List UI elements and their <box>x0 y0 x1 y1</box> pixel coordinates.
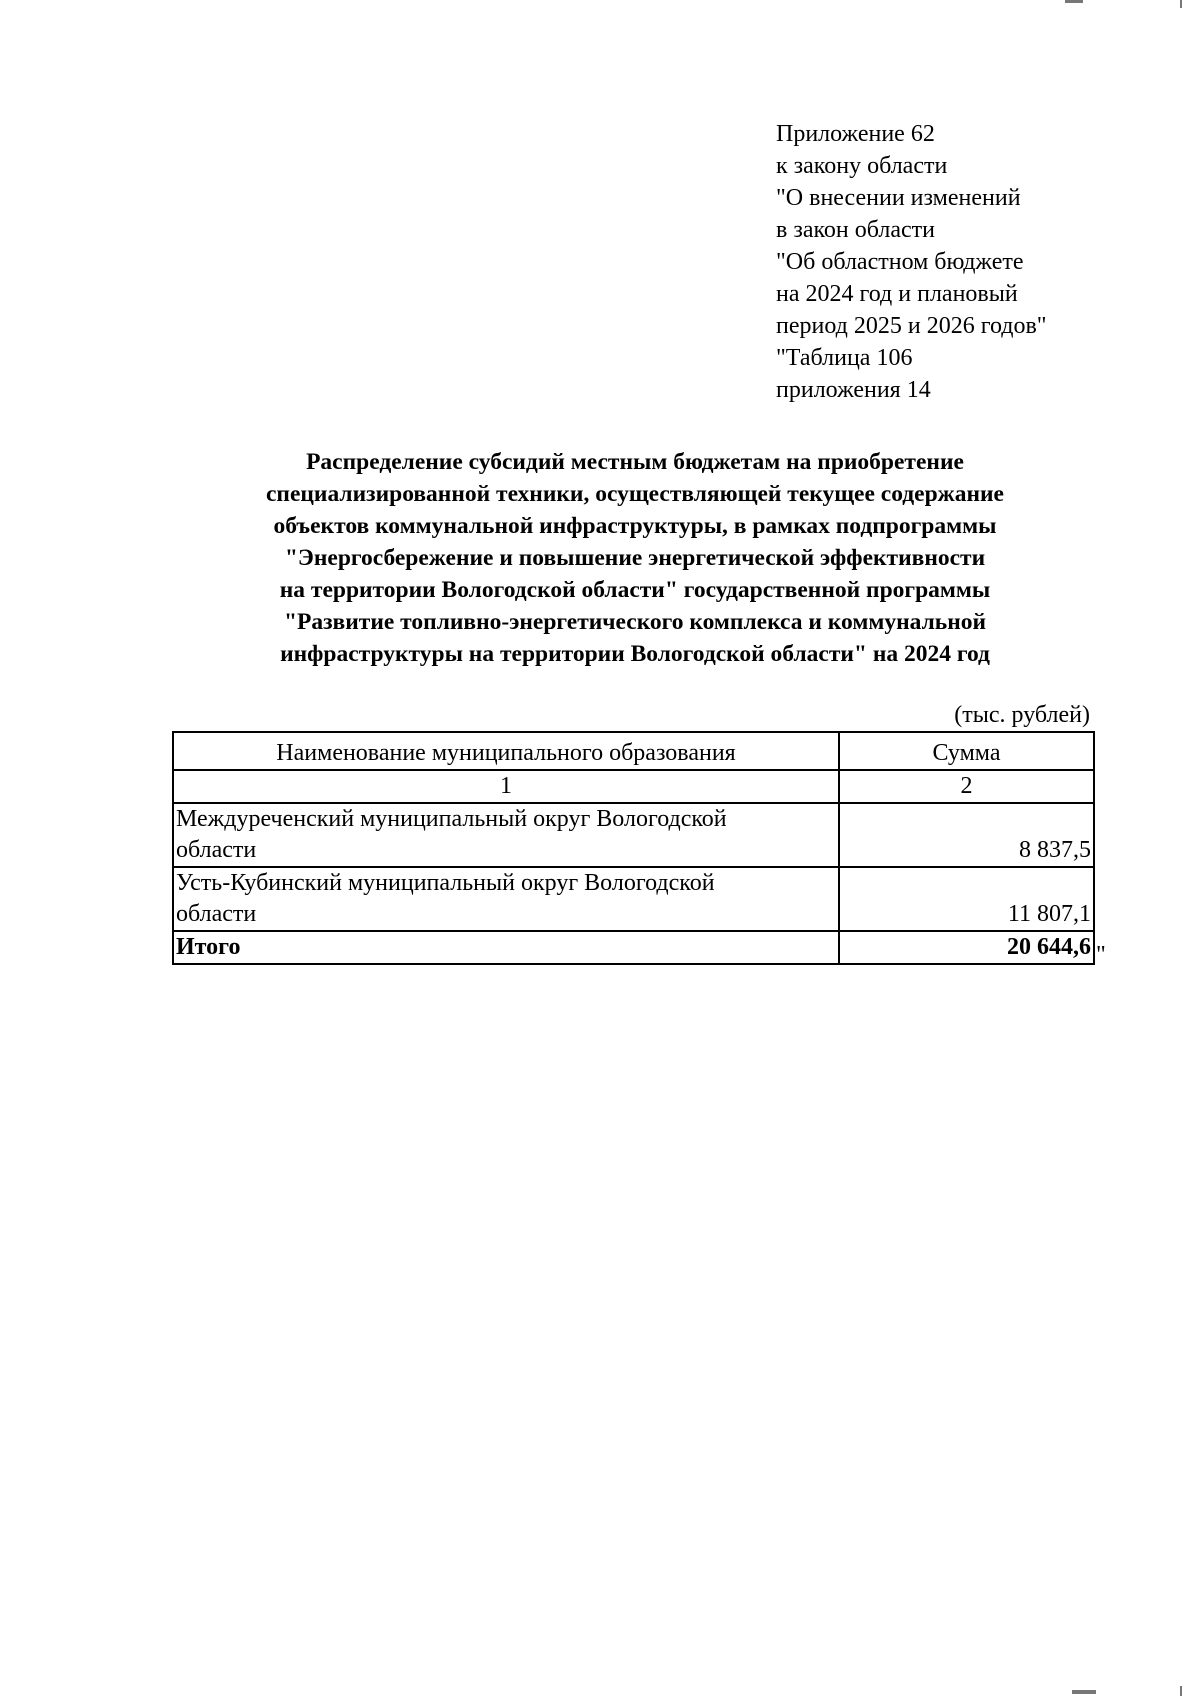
scan-artifact <box>1180 0 1182 8</box>
appendix-line: "О внесении изменений <box>776 185 1021 211</box>
title-line: объектов коммунальной инфраструктуры, в рамках подпрограммы <box>273 513 997 539</box>
column-number-row <box>173 770 1094 803</box>
table-row <box>173 803 1094 867</box>
appendix-line: Приложение 62 <box>776 121 935 147</box>
distribution-table <box>172 731 1095 965</box>
total-row <box>173 931 1094 964</box>
appendix-line: период 2025 и 2026 годов" <box>776 313 1047 339</box>
document-title <box>170 446 1100 670</box>
header-name: Наименование муниципального образования <box>173 732 839 770</box>
appendix-reference <box>776 118 1047 406</box>
units-label: (тыс. рублей) <box>954 702 1090 728</box>
column-number: 2 <box>839 770 1094 803</box>
total-label: Итого <box>173 931 839 964</box>
appendix-line: к закону области <box>776 153 948 179</box>
subsidy-sum: 11 807,1 <box>839 867 1094 931</box>
municipality-name-line: Междуреченский муниципальный округ Вологодской <box>176 806 727 832</box>
table-header-row <box>173 732 1094 770</box>
title-line: на территории Вологодской области" государственной программы <box>279 577 991 603</box>
closing-quote: " <box>1096 942 1106 968</box>
title-line: Распределение субсидий местным бюджетам на приобретение <box>306 449 964 475</box>
title-line: специализированной техники, осуществляющей текущее содержание <box>265 481 1004 507</box>
municipality-name-line: области <box>176 901 257 927</box>
scan-artifact <box>1065 0 1083 3</box>
header-sum: Сумма <box>839 732 1094 770</box>
table-row <box>173 867 1094 931</box>
municipality-name <box>173 867 839 931</box>
column-number: 1 <box>173 770 839 803</box>
subsidy-sum: 8 837,5 <box>839 803 1094 867</box>
appendix-line: "Таблица 106 <box>776 345 913 371</box>
appendix-line: приложения 14 <box>776 377 931 403</box>
municipality-name <box>173 803 839 867</box>
title-line: "Развитие топливно-энергетического комплекса и коммунальной <box>283 609 987 635</box>
appendix-line: "Об областном бюджете <box>776 249 1024 275</box>
municipality-name-line: области <box>176 837 257 863</box>
title-line: "Энергосбережение и повышение энергетической эффективности <box>284 545 986 571</box>
scan-artifact <box>1072 1690 1096 1694</box>
appendix-line: в закон области <box>776 217 935 243</box>
appendix-line: на 2024 год и плановый <box>776 281 1018 307</box>
municipality-name-line: Усть-Кубинский муниципальный округ Вологодской <box>176 870 715 896</box>
scan-artifact <box>1180 1686 1182 1696</box>
title-line: инфраструктуры на территории Вологодской области" на 2024 год <box>280 641 990 667</box>
total-sum: 20 644,6 <box>839 931 1094 964</box>
